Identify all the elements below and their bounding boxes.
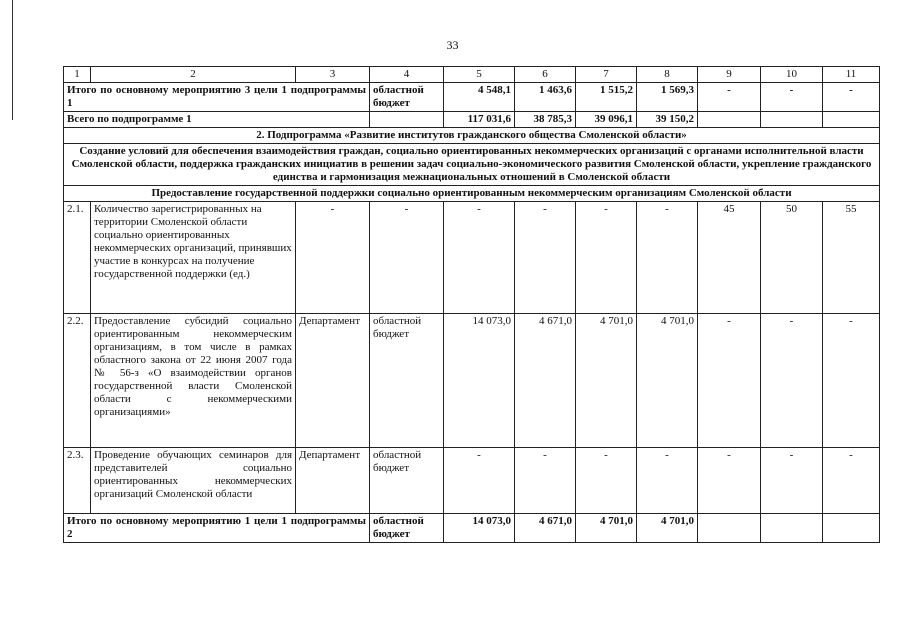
total-label: Всего по подпрограмме 1 (64, 112, 370, 128)
value-year2: 4 701,0 (576, 514, 637, 543)
value-year2: - (576, 448, 637, 514)
table-row (64, 448, 880, 514)
col-header: 9 (698, 67, 761, 83)
row-source: - (370, 202, 444, 314)
subprogram-title: 2. Подпрограмма «Развитие институтов гражданского общества Смоленской области» (64, 128, 880, 144)
indicator-year2 (761, 514, 823, 543)
goal-row (64, 144, 880, 186)
row-source: областной бюджет (370, 314, 444, 448)
row-name: Предоставление субсидий социально ориентированным некоммерческим организациям, в том числе в рамках областного закона от 22 июня 2007 года № 56-з «О взаимодействии органов государственной власти Смоленской области с некоммерческими организациями» (91, 314, 296, 448)
row-source: областной бюджет (370, 448, 444, 514)
row-number: 2.3. (64, 448, 91, 514)
value-total: - (444, 202, 515, 314)
indicator-year3 (823, 514, 880, 543)
total-row-event1-sub2 (64, 514, 880, 543)
col-header: 4 (370, 67, 444, 83)
indicator-year1 (698, 514, 761, 543)
row-executor: - (296, 202, 370, 314)
value-year1: 4 671,0 (515, 314, 576, 448)
value-year3: 1 569,3 (637, 83, 698, 112)
value-year3: 39 150,2 (637, 112, 698, 128)
indicator-year3: 55 (823, 202, 880, 314)
value-year2: - (576, 202, 637, 314)
indicator-year1: 45 (698, 202, 761, 314)
funding-source (370, 112, 444, 128)
row-number: 2.2. (64, 314, 91, 448)
value-year2: 4 701,0 (576, 314, 637, 448)
row-executor: Департамент (296, 314, 370, 448)
col-header: 11 (823, 67, 880, 83)
col-header: 2 (91, 67, 296, 83)
row-name: Количество зарегистрированных на территории Смоленской области социально ориентированных некоммерческих организаций, принявших участие в конкурсах на получение государственной поддержки (ед.) (91, 202, 296, 314)
value-year1: 4 671,0 (515, 514, 576, 543)
value-year1: - (515, 202, 576, 314)
total-label: Итого по основному мероприятию 1 цели 1 подпрограммы 2 (64, 514, 370, 543)
indicator-year3: - (823, 448, 880, 514)
col-header: 6 (515, 67, 576, 83)
row-executor: Департамент (296, 448, 370, 514)
value-total: 14 073,0 (444, 314, 515, 448)
value-year1: 38 785,3 (515, 112, 576, 128)
indicator-year3: - (823, 314, 880, 448)
row-number: 2.1. (64, 202, 91, 314)
table-row (64, 202, 880, 314)
col-header: 1 (64, 67, 91, 83)
value-total: 4 548,1 (444, 83, 515, 112)
binding-line (12, 0, 13, 120)
value-year3: 4 701,0 (637, 314, 698, 448)
funding-source: областной бюджет (370, 83, 444, 112)
indicator-year2: - (761, 83, 823, 112)
value-year2: 1 515,2 (576, 83, 637, 112)
indicator-year2: - (761, 314, 823, 448)
goal-text: Создание условий для обеспечения взаимодействия граждан, социально ориентированных некоммерческих организаций с органами исполнительной власти Смоленской области, поддержка гражданских инициатив в решении задач социально-экономического развития Смоленской области, укрепление гражданского единства и гармонизация межнациональных отношений в Смоленской области (64, 144, 880, 186)
col-header: 10 (761, 67, 823, 83)
col-header: 5 (444, 67, 515, 83)
indicator-year2: - (761, 448, 823, 514)
indicator-year3: - (823, 83, 880, 112)
value-total: - (444, 448, 515, 514)
row-name: Проведение обучающих семинаров для представителей социально ориентированных некоммерческих организаций Смоленской области (91, 448, 296, 514)
indicator-year1: - (698, 83, 761, 112)
page-number: 33 (446, 38, 459, 52)
value-year3: - (637, 448, 698, 514)
col-header: 8 (637, 67, 698, 83)
event-title: Предоставление государственной поддержки социально ориентированным некоммерческим организациям Смоленской области (64, 186, 880, 202)
value-year1: - (515, 448, 576, 514)
indicator-year2 (761, 112, 823, 128)
indicator-year3 (823, 112, 880, 128)
subprogram-title-row (64, 128, 880, 144)
total-row-subprogram1 (64, 112, 880, 128)
col-header: 7 (576, 67, 637, 83)
value-year3: - (637, 202, 698, 314)
total-row-event3 (64, 83, 880, 112)
funding-source: областной бюджет (370, 514, 444, 543)
column-number-row (64, 67, 880, 83)
value-total: 14 073,0 (444, 514, 515, 543)
indicator-year1: - (698, 448, 761, 514)
value-year1: 1 463,6 (515, 83, 576, 112)
table-row (64, 314, 880, 448)
value-total: 117 031,6 (444, 112, 515, 128)
col-header: 3 (296, 67, 370, 83)
event-title-row (64, 186, 880, 202)
value-year3: 4 701,0 (637, 514, 698, 543)
indicator-year1: - (698, 314, 761, 448)
value-year2: 39 096,1 (576, 112, 637, 128)
indicator-year1 (698, 112, 761, 128)
indicator-year2: 50 (761, 202, 823, 314)
total-label: Итого по основному мероприятию 3 цели 1 подпрограммы 1 (64, 83, 370, 112)
program-table (63, 66, 880, 543)
